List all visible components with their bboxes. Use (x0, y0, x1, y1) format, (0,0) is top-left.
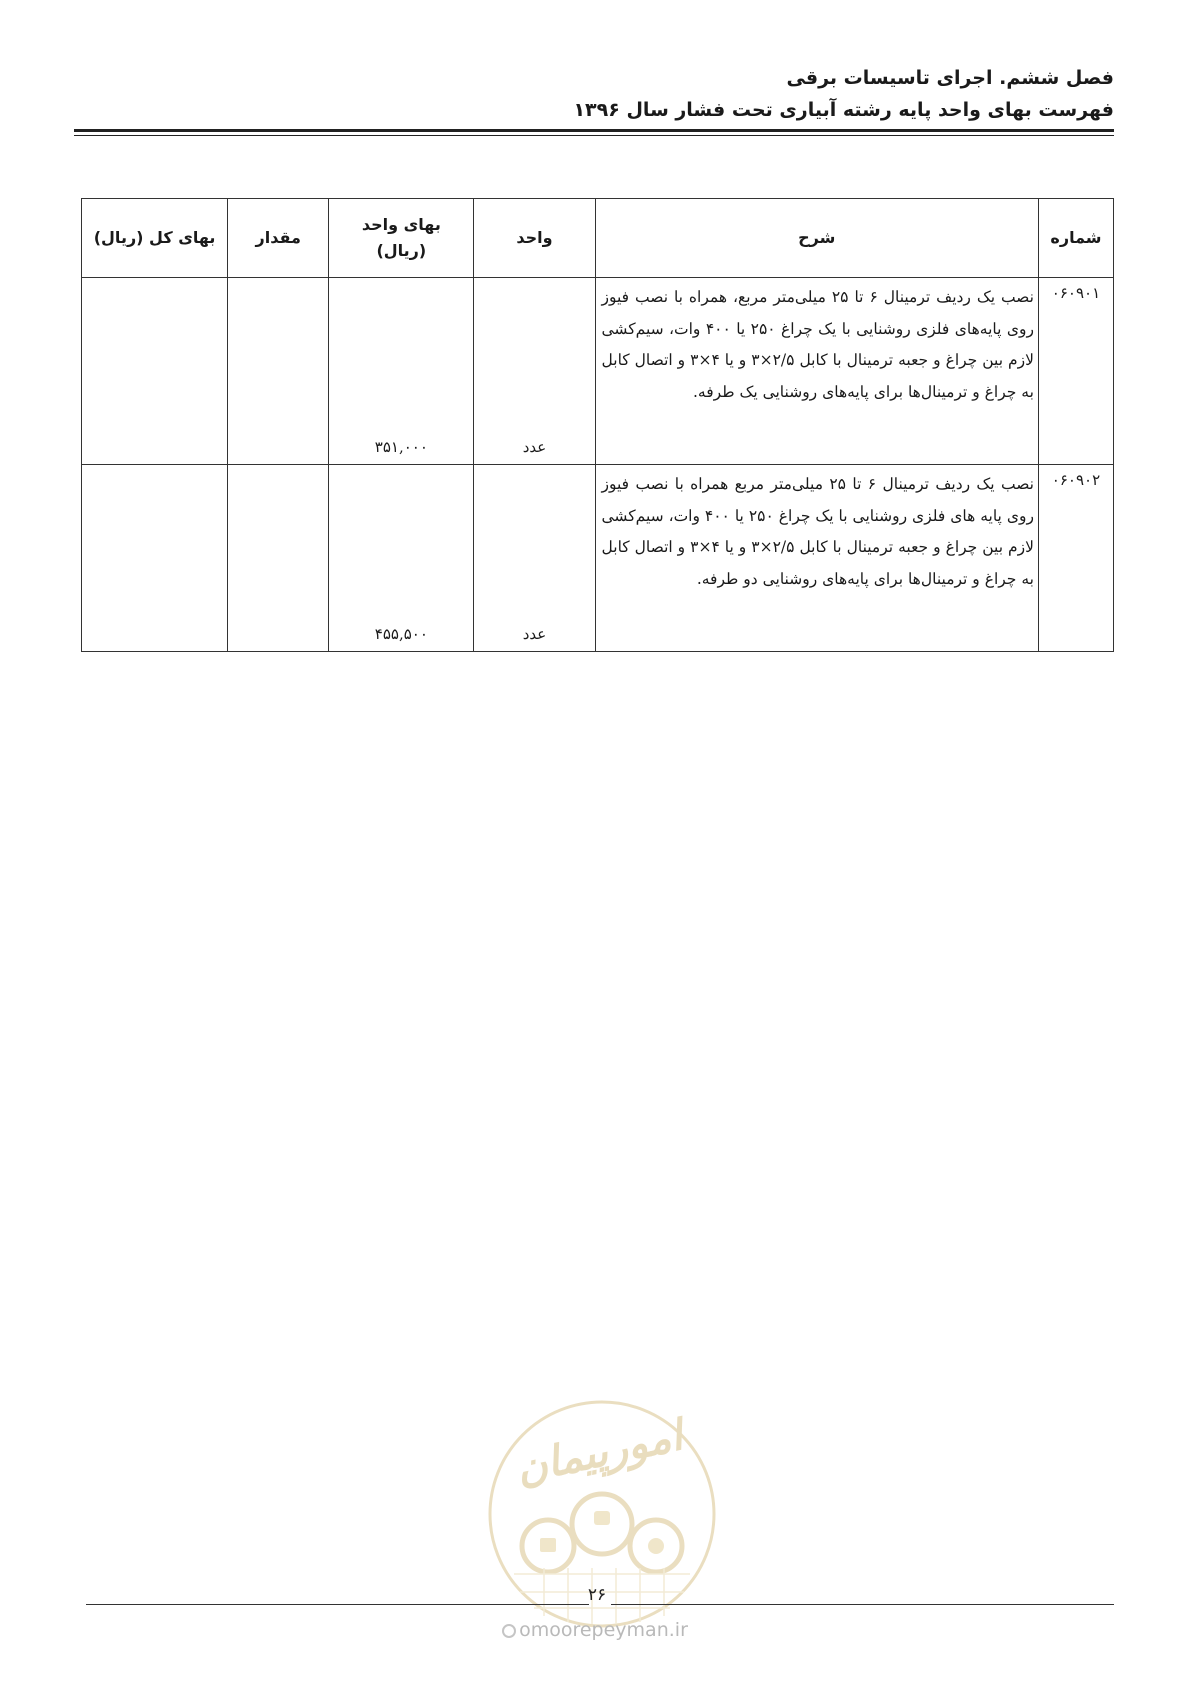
chapter-title: فصل ششم. اجرای تاسیسات برقی (786, 67, 1114, 89)
col-header-unit-price-currency: (ریال) (376, 241, 427, 260)
price-list-table (81, 198, 1114, 652)
header-rule-thin (74, 135, 1114, 136)
row-number: ۰۶۰۹۰۱ (1038, 278, 1113, 465)
col-header-unit-price-label: بهای واحد (361, 215, 441, 234)
col-header-unit: واحد (474, 199, 595, 278)
page-header (573, 62, 1114, 126)
row-description: نصب یک ردیف ترمینال ۶ تا ۲۵ میلی‌متر مربع، همراه با نصب فیوز روی پایه‌های فلزی روشنایی با یک چراغ ۲۵۰ یا ۴۰۰ وات، سیم‌کشی لازم بین چراغ و جعبه ترمینال با کابل ۲/۵×۳ و یا ۴×۳ و اتصال کابل به چراغ و ترمینال‌ها برای پایه‌های روشنایی یک طرفه. (595, 278, 1038, 465)
row-quantity (228, 278, 329, 465)
table-row (82, 465, 1114, 652)
table-header-row (82, 199, 1114, 278)
header-rule-thick (74, 129, 1114, 132)
row-quantity (228, 465, 329, 652)
col-header-number: شماره (1038, 199, 1113, 278)
document-title: فهرست بهای واحد پایه رشته آبیاری تحت فشار سال ۱۳۹۶ (573, 99, 1114, 121)
col-header-total-price: بهای کل (ریال) (82, 199, 228, 278)
col-header-unit-price (329, 199, 474, 278)
table-row (82, 278, 1114, 465)
site-watermark (470, 1619, 720, 1641)
footer-rule-left (86, 1604, 589, 1605)
site-url: omoorepeyman.ir (519, 1619, 688, 1641)
col-header-description: شرح (595, 199, 1038, 278)
page-number: ۲۶ (587, 1585, 607, 1605)
row-number: ۰۶۰۹۰۲ (1038, 465, 1113, 652)
col-header-quantity: مقدار (228, 199, 329, 278)
row-unit: عدد (474, 465, 595, 652)
row-unit: عدد (474, 278, 595, 465)
footer-rule-right (611, 1604, 1114, 1605)
row-unit-price: ۴۵۵,۵۰۰ (329, 465, 474, 652)
at-icon (502, 1624, 516, 1638)
row-unit-price: ۳۵۱,۰۰۰ (329, 278, 474, 465)
row-total-price (82, 278, 228, 465)
watermark-logo-text: امورپیمان (511, 1410, 687, 1494)
row-description: نصب یک ردیف ترمینال ۶ تا ۲۵ میلی‌متر مربع همراه با نصب فیوز روی پایه های فلزی روشنایی با یک چراغ ۲۵۰ یا ۴۰۰ وات، سیم‌کشی لازم بین چراغ و جعبه ترمینال با کابل ۲/۵×۳ و یا ۴×۳ و اتصال کابل به چراغ و ترمینال‌ها برای پایه‌های روشنایی دو طرفه. (595, 465, 1038, 652)
row-total-price (82, 465, 228, 652)
